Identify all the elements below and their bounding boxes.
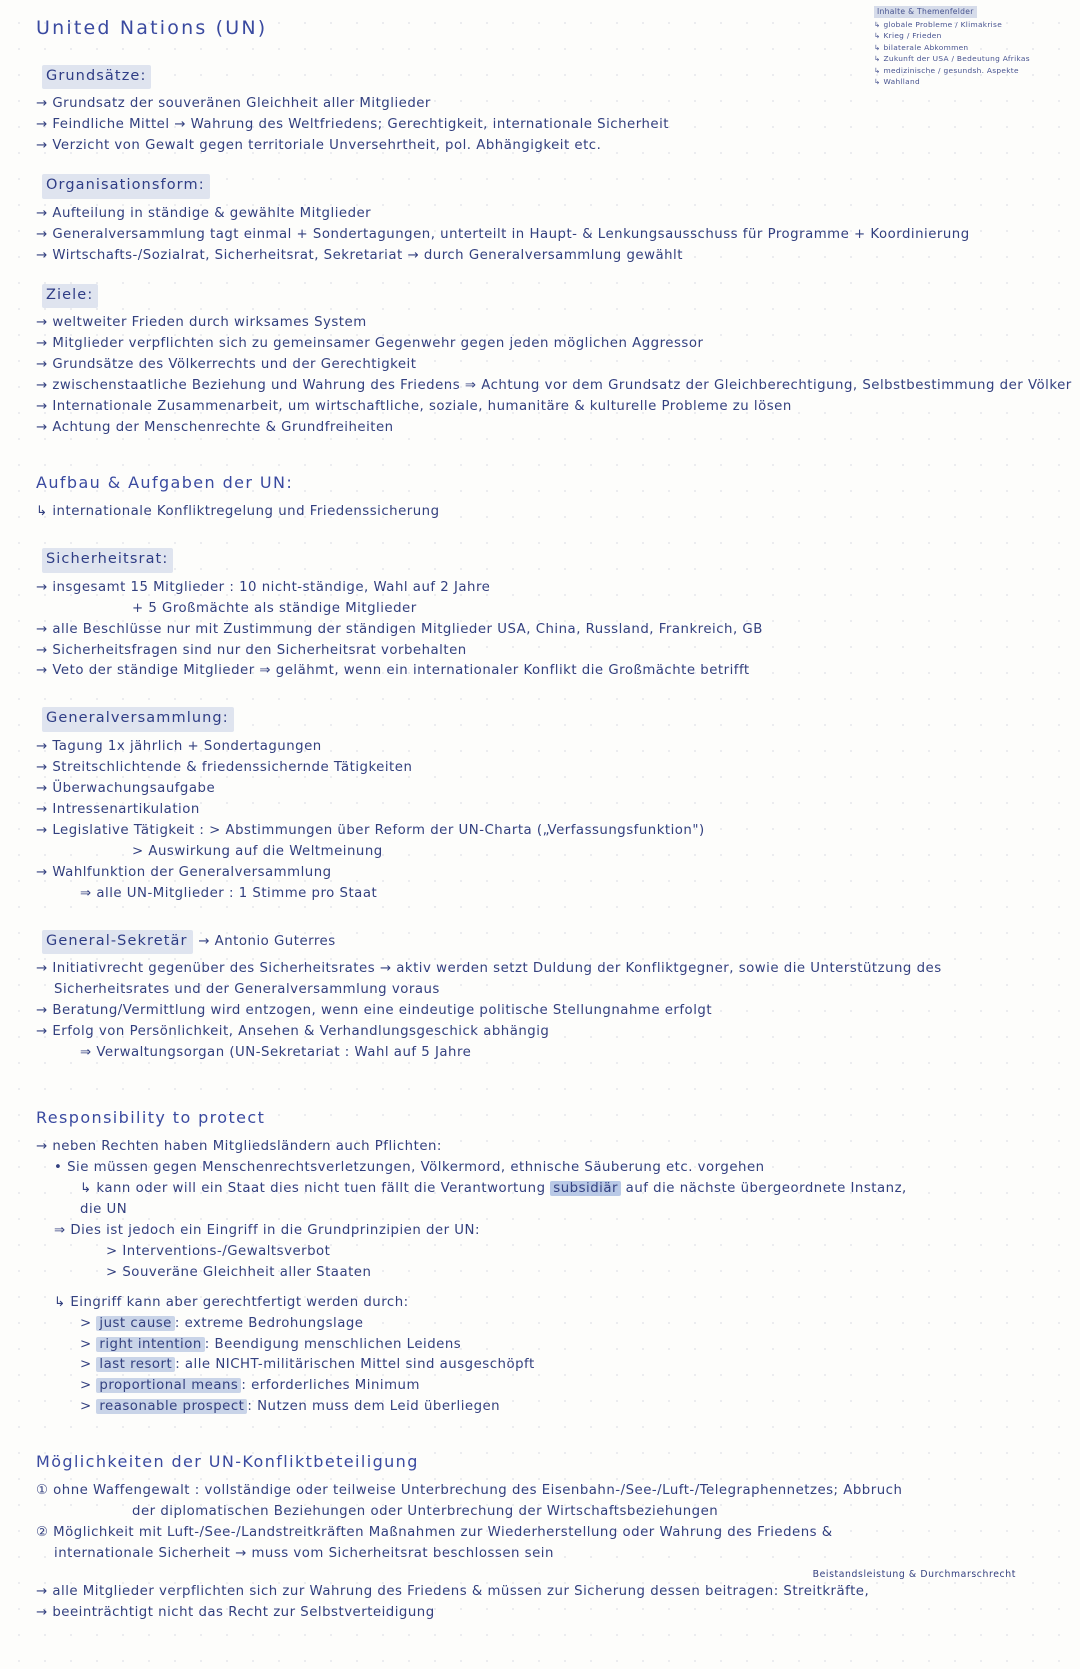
item-marker: ① bbox=[36, 1483, 49, 1499]
numbered-item bbox=[36, 1481, 1056, 1501]
section-line: → Initiativrecht gegenüber des Sicherheitsrates → aktiv werden setzt Duldung der Konfliktgegner, sowie die Unterstützung des bbox=[36, 961, 942, 977]
section-heading: Ziele: bbox=[42, 284, 98, 309]
section-line: → Grundsatz der souveränen Gleichheit aller Mitglieder bbox=[36, 96, 431, 112]
section-line: Sicherheitsrates und der Generalversammlung voraus bbox=[54, 982, 440, 998]
closing-line: → beeinträchtigt nicht das Recht zur Selbstverteidigung bbox=[36, 1604, 435, 1620]
numbered-item bbox=[36, 1523, 1056, 1543]
section-line-highlighted bbox=[36, 1179, 1056, 1199]
section-line: → zwischenstaatliche Beziehung und Wahrung des Friedens ⇒ Achtung vor dem Grundsatz der Gleichberechtigung, Selbstbestimmung der Völker bbox=[36, 378, 1072, 394]
criteria-text: : Nutzen muss dem Leid überliegen bbox=[247, 1399, 501, 1415]
section-line: > Auswirkung auf die Weltmeinung bbox=[132, 843, 383, 859]
criteria-label: right intention bbox=[96, 1337, 204, 1352]
subsection-generalversammlung bbox=[36, 705, 1056, 903]
page-title: United Nations (UN) bbox=[36, 17, 268, 39]
section-organisationsform bbox=[36, 172, 1056, 266]
criteria-item bbox=[36, 1376, 1056, 1396]
section-line: → Grundsätze des Völkerrechts und der Gerechtigkeit bbox=[36, 357, 417, 373]
section-line: → neben Rechten haben Mitgliedsländern auch Pflichten: bbox=[36, 1139, 442, 1155]
margin-note: Beistandsleistung & Durchmarschrecht bbox=[812, 1569, 1016, 1580]
criteria-bullet: > bbox=[80, 1336, 97, 1352]
section-aufbau bbox=[36, 470, 1056, 522]
criteria-bullet: > bbox=[80, 1357, 97, 1373]
section-heading: Möglichkeiten der UN-Konfliktbeteiligung bbox=[36, 1452, 419, 1472]
index-card bbox=[874, 6, 1070, 88]
index-item: ↳ Krieg / Frieden bbox=[874, 31, 942, 41]
section-line: ⇒ Dies ist jedoch ein Eingriff in die Grundprinzipien der UN: bbox=[54, 1222, 480, 1238]
section-heading: Grundsätze: bbox=[42, 65, 151, 90]
section-line: → alle Beschlüsse nur mit Zustimmung der ständigen Mitglieder USA, China, Russland, Frankreich, GB bbox=[36, 621, 763, 637]
section-heading: Sicherheitsrat: bbox=[42, 548, 173, 573]
index-item: ↳ bilaterale Abkommen bbox=[874, 42, 969, 52]
subsection-generalsekretaer bbox=[36, 928, 1056, 1063]
section-heading-suffix: → Antonio Guterres bbox=[198, 933, 336, 949]
item-text: internationale Sicherheit → muss vom Sicherheitsrat beschlossen sein bbox=[54, 1546, 554, 1562]
section-line: → Wirtschafts-/Sozialrat, Sicherheitsrat, Sekretariat → durch Generalversammlung gewählt bbox=[36, 247, 683, 263]
criteria-item bbox=[36, 1397, 1056, 1417]
section-line: → Streitschlichtende & friedenssichernde Tätigkeiten bbox=[36, 760, 413, 776]
index-item-label: Zukunft der USA / Bedeutung Afrikas bbox=[883, 54, 1030, 64]
index-item-label: medizinische / gesundsh. Aspekte bbox=[883, 65, 1019, 75]
index-card-title: Inhalte & Themenfelder bbox=[874, 6, 977, 18]
section-line: → Mitglieder verpflichten sich zu gemeinsamer Gegenwehr gegen jeden möglichen Aggressor bbox=[36, 336, 704, 352]
section-line: → insgesamt 15 Mitglieder : 10 nicht-ständige, Wahl auf 2 Jahre bbox=[36, 579, 491, 595]
section-line: → Sicherheitsfragen sind nur den Sicherheitsrat vorbehalten bbox=[36, 642, 467, 658]
index-item-label: Krieg / Frieden bbox=[883, 31, 942, 41]
criteria-label: just cause bbox=[96, 1316, 174, 1331]
section-line: → Aufteilung in ständige & gewählte Mitglieder bbox=[36, 205, 372, 221]
criteria-text: : erforderliches Minimum bbox=[241, 1378, 420, 1394]
section-line: → Legislative Tätigkeit : > Abstimmungen über Reform der UN-Charta („Verfassungsfunktion") bbox=[36, 822, 705, 838]
subsection-sicherheitsrat bbox=[36, 546, 1056, 681]
line-text-part-a: ↳ kann oder will ein Staat dies nicht tuen fällt die Verantwortung bbox=[80, 1180, 551, 1196]
highlight-subsidiaer: subsidiär bbox=[550, 1181, 621, 1196]
item-text: der diplomatischen Beziehungen oder Unterbrechung der Wirtschaftsbeziehungen bbox=[132, 1504, 719, 1520]
section-line: → Tagung 1x jährlich + Sondertagungen bbox=[36, 739, 322, 755]
criteria-item bbox=[36, 1355, 1056, 1375]
section-line: → weltweiter Frieden durch wirksames System bbox=[36, 315, 367, 331]
criteria-bullet: > bbox=[80, 1378, 97, 1394]
criteria-label: reasonable prospect bbox=[96, 1399, 247, 1414]
section-line: → Wahlfunktion der Generalversammlung bbox=[36, 864, 332, 880]
index-item-label: globale Probleme / Klimakrise bbox=[883, 19, 1003, 29]
item-text: ohne Waffengewalt : vollständige oder teilweise Unterbrechung des Eisenbahn-/See-/Luft-/Telegraphennetzes; Abbruch bbox=[53, 1483, 903, 1499]
index-item: ↳ Zukunft der USA / Bedeutung Afrikas bbox=[874, 54, 1030, 64]
index-item: ↳ globale Probleme / Klimakrise bbox=[874, 19, 1003, 29]
section-heading: Organisationsform: bbox=[42, 174, 210, 199]
criteria-text: : extreme Bedrohungslage bbox=[174, 1315, 364, 1331]
section-heading: Aufbau & Aufgaben der UN: bbox=[36, 473, 294, 492]
line-text-part-b: auf die nächste übergeordnete Instanz, bbox=[620, 1180, 907, 1196]
section-line: → Achtung der Menschenrechte & Grundfreiheiten bbox=[36, 420, 394, 436]
criteria-bullet: > bbox=[80, 1315, 97, 1331]
section-heading: Responsibility to protect bbox=[36, 1108, 266, 1128]
criteria-text: : alle NICHT-militärischen Mittel sind ausgeschöpft bbox=[175, 1357, 535, 1373]
item-marker: ② bbox=[36, 1525, 49, 1541]
section-line: → Intressenartikulation bbox=[36, 801, 200, 817]
section-line: → Veto der ständige Mitglieder ⇒ gelähmt, wenn ein internationaler Konflikt die Großmächte betrifft bbox=[36, 663, 750, 679]
index-item: ↳ Wahlland bbox=[874, 77, 920, 87]
section-line: → Generalversammlung tagt einmal + Sondertagungen, unterteilt in Haupt- & Lenkungsausschuss für Programme + Koordinierung bbox=[36, 226, 970, 242]
index-item-label: bilaterale Abkommen bbox=[883, 42, 969, 52]
criteria-intro: ↳ Eingriff kann aber gerechtfertigt werden durch: bbox=[54, 1294, 409, 1310]
criteria-bullet: > bbox=[80, 1399, 97, 1415]
section-line: → Feindliche Mittel → Wahrung des Weltfriedens; Gerechtigkeit, internationale Sicherheit bbox=[36, 117, 669, 133]
criteria-item bbox=[36, 1314, 1056, 1334]
closing-line: → alle Mitglieder verpflichten sich zur Wahrung des Friedens & müssen zur Sicherung dessen beitragen: Streitkräfte, bbox=[36, 1584, 870, 1599]
section-heading: Generalversammlung: bbox=[42, 707, 234, 732]
section-line: → Verzicht von Gewalt gegen territoriale Unversehrtheit, pol. Abhängigkeit etc. bbox=[36, 138, 602, 154]
index-item: ↳ medizinische / gesundsh. Aspekte bbox=[874, 65, 1019, 75]
section-subline: ↳ internationale Konfliktregelung und Friedenssicherung bbox=[36, 504, 440, 519]
section-line: → Überwachungsaufgabe bbox=[36, 781, 216, 796]
section-konfliktbeteiligung bbox=[36, 1449, 1056, 1623]
section-line: ⇒ Verwaltungsorgan (UN-Sekretariat : Wahl auf 5 Jahre bbox=[80, 1045, 472, 1061]
index-item-label: Wahlland bbox=[883, 77, 920, 87]
section-line: > Souveräne Gleichheit aller Staaten bbox=[106, 1264, 372, 1280]
section-heading: General-Sekretär bbox=[42, 930, 193, 955]
section-line: > Interventions-/Gewaltsverbot bbox=[106, 1243, 331, 1259]
criteria-label: last resort bbox=[96, 1357, 175, 1372]
section-line: → Internationale Zusammenarbeit, um wirtschaftliche, soziale, humanitäre & kulturelle Probleme zu lösen bbox=[36, 399, 792, 415]
criteria-text: : Beendigung menschlichen Leidens bbox=[204, 1336, 462, 1352]
section-line: ⇒ alle UN-Mitglieder : 1 Stimme pro Staat bbox=[80, 885, 378, 901]
section-ziele bbox=[36, 282, 1072, 438]
section-line: die UN bbox=[80, 1201, 128, 1217]
section-responsibility-to-protect bbox=[36, 1105, 1056, 1417]
section-line: → Erfolg von Persönlichkeit, Ansehen & Verhandlungsgeschick abhängig bbox=[36, 1024, 550, 1040]
section-line: → Beratung/Vermittlung wird entzogen, wenn eine eindeutige politische Stellungnahme erfolgt bbox=[36, 1003, 713, 1019]
section-line: • Sie müssen gegen Menschenrechtsverletzungen, Völkermord, ethnische Säuberung etc. vorgehen bbox=[54, 1160, 765, 1175]
criteria-label: proportional means bbox=[96, 1378, 241, 1393]
section-line: + 5 Großmächte als ständige Mitglieder bbox=[132, 600, 417, 616]
item-text: Möglichkeit mit Luft-/See-/Landstreitkräften Maßnahmen zur Wiederherstellung oder Wahrung des Friedens & bbox=[53, 1525, 833, 1541]
criteria-item bbox=[36, 1335, 1056, 1355]
